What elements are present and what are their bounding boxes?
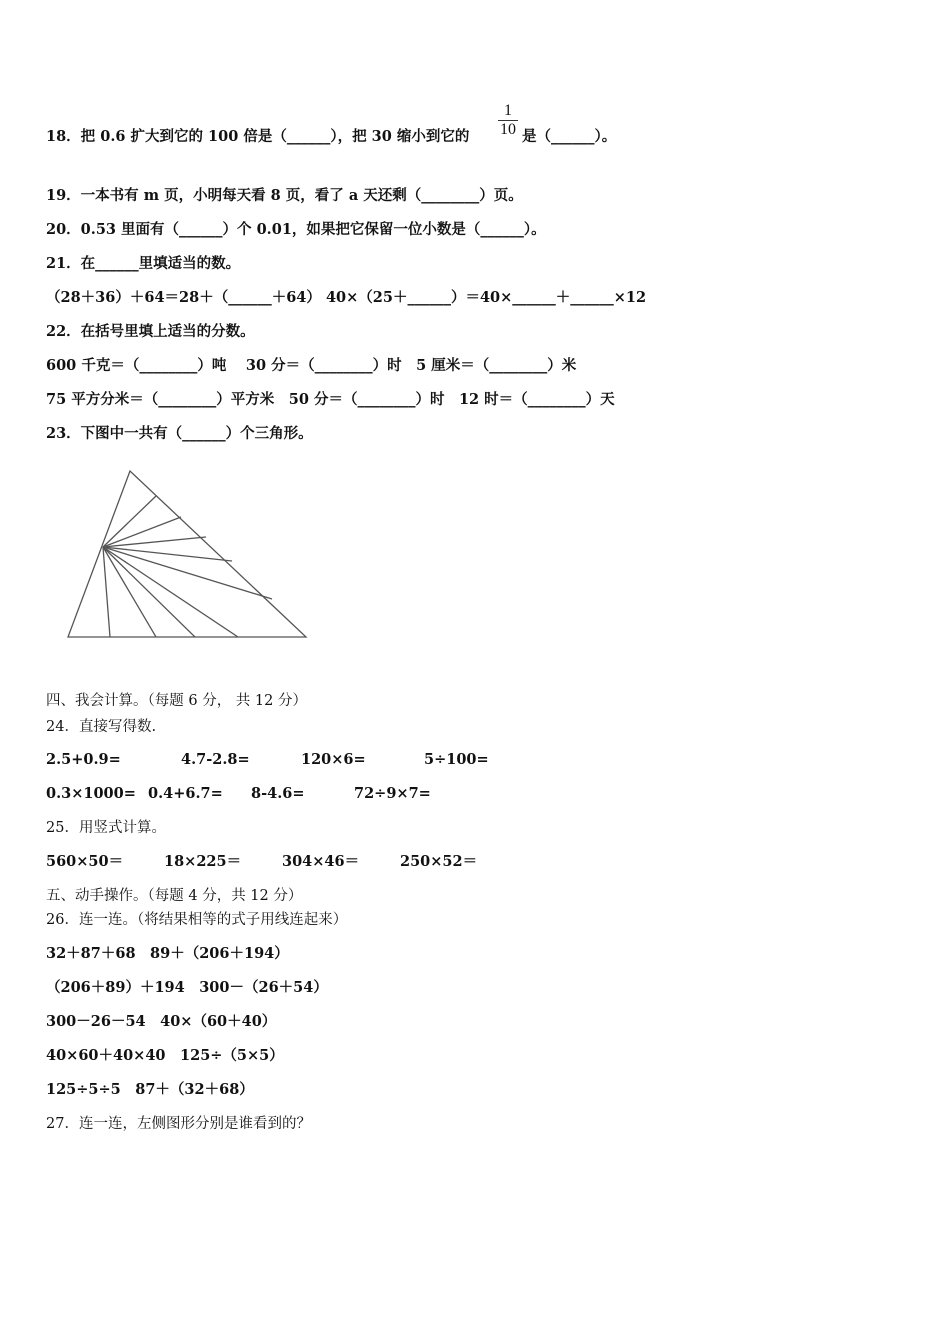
section-5-heading: 五、动手操作。（每题 4 分，共 12 分）: [46, 888, 303, 904]
fan-line: [103, 537, 206, 547]
question-19: 19．一本书有 m 页，小明每天看 8 页，看了 a 天还剩（________）页。: [46, 187, 523, 204]
question-20: 20．0.53 里面有（______）个 0.01，如果把它保留一位小数是（______）。: [46, 221, 546, 238]
q25-item: 18×225＝: [164, 853, 242, 870]
question-24: 24．直接写得数.: [46, 719, 157, 735]
q24-item: 72÷9×7=: [354, 785, 431, 802]
q24-item: 2.5+0.9=: [46, 751, 121, 768]
q26-line: 40×60＋40×40 125÷（5×5）: [46, 1047, 284, 1064]
q24-item: 8-4.6=: [251, 785, 305, 802]
q24-item: 0.3×1000=: [46, 785, 136, 802]
q26-line: 32＋87＋68 89＋（206＋194）: [46, 945, 289, 962]
fraction-one-tenth: [497, 103, 519, 138]
q22-line-1: 600 千克＝（________）吨 30 分＝（________）时 5 厘米＝（________）米: [46, 357, 577, 374]
question-21: 21．在______里填适当的数。: [46, 255, 241, 272]
q24-item: 120×6=: [301, 751, 366, 768]
fan-line: [103, 547, 110, 637]
triangle-figure: [60, 463, 312, 645]
question-22: 22．在括号里填上适当的分数。: [46, 323, 255, 340]
q26-line: 300－26－54 40×（60＋40）: [46, 1013, 277, 1030]
fan-line: [103, 517, 181, 547]
q22-line-2: 75 平方分米＝（________）平方米 50 分＝（________）时 12 时＝（________）天: [46, 391, 615, 408]
q18-tail: 是（______）。: [522, 128, 617, 145]
question-18: [46, 127, 469, 147]
q26-line: 125÷5÷5 87＋（32＋68）: [46, 1081, 254, 1098]
section-4-heading: 四、我会计算。（每题 6 分， 共 12 分）: [46, 693, 307, 709]
q24-item: 4.7-2.8=: [181, 751, 250, 768]
q25-item: 304×46＝: [282, 853, 360, 870]
q25-item: 250×52＝: [400, 853, 478, 870]
q18-text: 18．把 0.6 扩大到它的 100 倍是（______），把 30 缩小到它的: [46, 128, 470, 145]
question-26: 26．连一连。（将结果相等的式子用线连起来）: [46, 912, 348, 928]
q21-equations: （28＋36）＋64＝28＋（______＋64） 40×（25＋______）＝40×______＋______×12: [46, 289, 647, 306]
fraction-numerator: 1: [504, 102, 512, 119]
q24-item: 0.4+6.7=: [148, 785, 223, 802]
question-27: 27．连一连，左侧图形分别是谁看到的？: [46, 1116, 311, 1132]
q24-item: 5÷100=: [424, 751, 489, 768]
fraction-denominator: 10: [500, 121, 516, 138]
question-25: 25．用竖式计算。: [46, 820, 166, 836]
question-23: 23．下图中一共有（______）个三角形。: [46, 425, 313, 442]
q26-line: （206＋89）＋194 300－（26＋54）: [46, 979, 328, 996]
q25-item: 560×50＝: [46, 853, 124, 870]
fan-line: [103, 547, 238, 637]
